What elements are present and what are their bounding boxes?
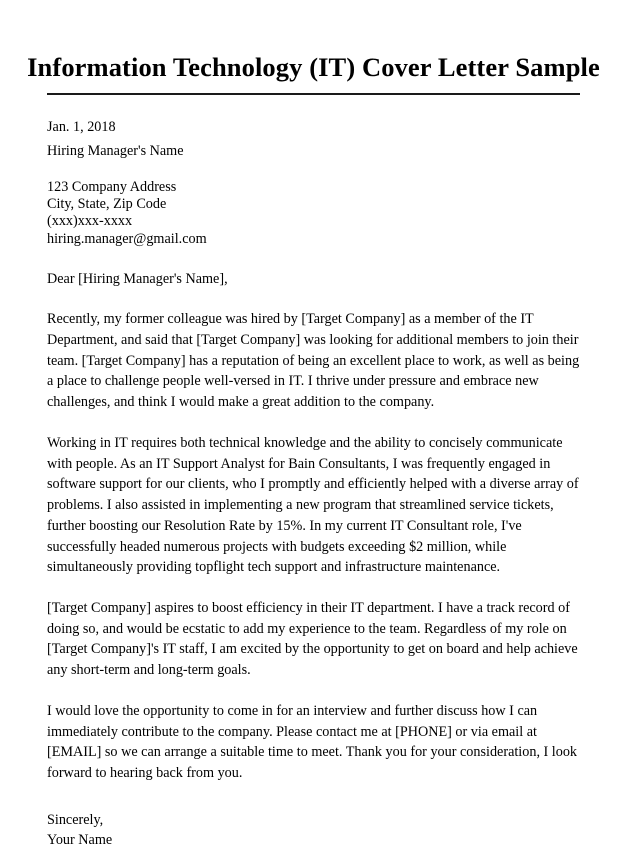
recipient-address-block <box>47 179 580 248</box>
closing-block <box>47 810 580 850</box>
salutation: Dear [Hiring Manager's Name], <box>47 271 228 288</box>
recipient-name: Hiring Manager's Name <box>47 142 184 159</box>
address-line-phone: (xxx)xxx-xxxx <box>47 213 133 230</box>
letter-date: Jan. 1, 2018 <box>47 119 116 136</box>
address-line-email: hiring.manager@gmail.com <box>47 230 207 247</box>
body-paragraph-1: Recently, my former colleague was hired by [Target Company] as a member of the IT Department, and said that [Target Company] was looking for additional members to join their team. [Target Company] has a reputation of being an excellent place to work, as well as being a place to challenge people well-versed in IT. I thrive under pressure and embrace new challenges, and think I would make a great addition to the company. <box>47 311 580 411</box>
closing-signature-name: Your Name <box>47 832 113 849</box>
body-paragraph-3: [Target Company] aspires to boost efficiency in their IT department. I have a track record of doing so, and would be ecstatic to add my experience to the team. Regardless of my role on [Target Company]'s IT staff, I am excited by the opportunity to get on board and help achieve any short-term and long-term goals. <box>47 600 578 679</box>
address-line-street: 123 Company Address <box>47 178 177 195</box>
letter-body <box>47 95 580 850</box>
closing-sign-off: Sincerely, <box>47 811 104 828</box>
page-title: Information Technology (IT) Cover Letter Sample <box>27 52 600 82</box>
title-block <box>0 0 627 95</box>
body-paragraph-2: Working in IT requires both technical knowledge and the ability to concisely communicate with people. As an IT Support Analyst for Bain Consultants, I was frequently engaged in software support for our clients, who I promptly and efficiently helped with a diverse array of problems. I also assisted in implementing a new program that streamlined service tickets, further boosting our Resolution Rate by 15%. In my current IT Consultant role, I've successfully headed numerous projects with budgets exceeding $2 million, while simultaneously providing topflight tech support and infrastructure maintenance. <box>47 434 579 576</box>
body-paragraph-4: I would love the opportunity to come in for an interview and further discuss how I can immediately contribute to the company. Please contact me at [PHONE] or via email at [EMAIL] so we can arrange a suitable time to meet. Thank you for your consideration, I look forward to hearing back from you. <box>47 702 578 782</box>
address-line-city: City, State, Zip Code <box>47 196 167 213</box>
letter-header <box>47 117 580 160</box>
